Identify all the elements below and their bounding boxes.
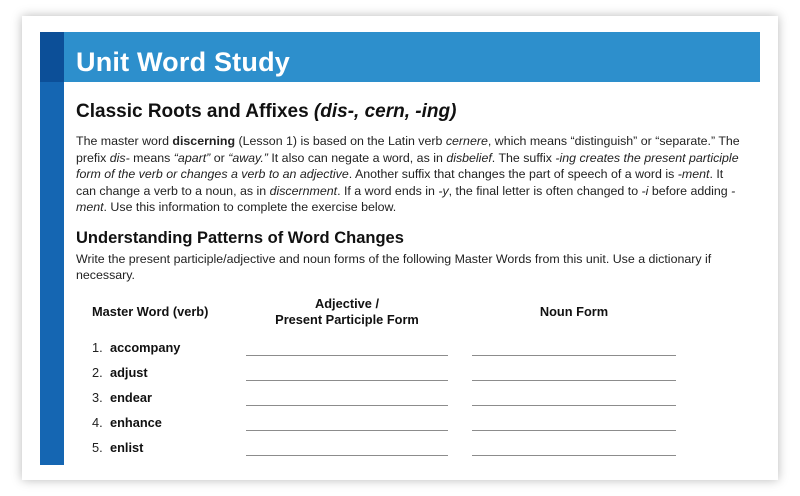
word-row — [92, 439, 692, 459]
paragraph-segment: discerning — [172, 134, 236, 148]
section-paragraph — [76, 133, 740, 216]
master-word: enlist — [110, 440, 144, 455]
word-row — [92, 364, 692, 384]
paragraph-segment: -ing creates the present participle form of the verb or changes a verb to an adjective — [76, 150, 739, 182]
adjective-answer-line[interactable] — [246, 405, 448, 406]
word-row — [92, 414, 692, 434]
row-number: 1. — [92, 340, 103, 355]
paragraph-segment: , the final letter is often changed to — [448, 183, 642, 198]
noun-answer-line[interactable] — [472, 355, 676, 356]
row-number: 2. — [92, 365, 103, 380]
paragraph-segment: . Use this information to complete the exercise below. — [103, 200, 397, 215]
paragraph-segment: . It can change a verb to a noun, as in — [76, 167, 724, 198]
paragraph-segment: . If a word ends in — [337, 183, 439, 198]
noun-answer-line[interactable] — [472, 455, 676, 456]
exercise-title: Understanding Patterns of Word Changes — [76, 228, 404, 247]
column-header-master-word: Master Word (verb) — [92, 304, 209, 319]
noun-answer-line[interactable] — [472, 380, 676, 381]
row-number: 3. — [92, 390, 103, 405]
side-stripe-cap — [40, 32, 64, 82]
paragraph-segment: (Lesson 1) is based on the Latin verb — [235, 134, 446, 148]
section-title-affixes: (dis-, cern, -ing) — [313, 101, 457, 122]
master-word: adjust — [110, 365, 148, 380]
master-word: enhance — [110, 415, 162, 430]
paragraph-segment: -i — [641, 183, 649, 198]
banner-title: Unit Word Study — [76, 47, 290, 77]
paragraph-segment: -y — [438, 183, 449, 198]
paragraph-segment: It also can negate a word, as in — [267, 150, 447, 165]
section-title-main: Classic Roots and Affixes — [76, 101, 314, 122]
paragraph-segment: . Another suffix that changes the part of speech of a word is — [348, 167, 678, 182]
paragraph-segment: -ment — [76, 183, 736, 215]
adjective-answer-line[interactable] — [246, 455, 448, 456]
paragraph-segment: dis- — [109, 150, 130, 165]
master-word: accompany — [110, 340, 181, 355]
paragraph-segment: means — [129, 150, 174, 165]
paragraph-segment: before adding — [648, 183, 732, 198]
column-header-adjective-line1: Adjective / — [314, 296, 379, 311]
word-row — [92, 389, 692, 409]
paragraph-segment: disbelief — [446, 150, 492, 165]
side-stripe — [40, 32, 64, 465]
word-row — [92, 339, 692, 359]
paragraph-segment: cernere — [445, 134, 488, 148]
paragraph-segment: The master word — [76, 134, 173, 148]
noun-answer-line[interactable] — [472, 405, 676, 406]
row-number: 4. — [92, 415, 103, 430]
adjective-answer-line[interactable] — [246, 380, 448, 381]
paragraph-segment: “apart” — [173, 150, 211, 165]
adjective-answer-line[interactable] — [246, 355, 448, 356]
master-word: endear — [110, 390, 152, 405]
exercise-instructions: Write the present participle/adjective and noun forms of the following Master Words from this unit. Use a dictionary if necessary. — [76, 251, 712, 283]
paragraph-segment: -ment — [677, 167, 710, 182]
paragraph-segment: or — [210, 150, 229, 165]
row-number: 5. — [92, 440, 103, 455]
column-header-adjective — [246, 296, 448, 328]
content — [76, 100, 740, 284]
paragraph-segment: , which means “distinguish” or “separate.” The prefix — [76, 134, 740, 165]
paragraph-segment: discernment — [269, 183, 338, 198]
column-header-adjective-line2: Present Participle Form — [275, 312, 419, 327]
paragraph-segment: . The suffix — [491, 150, 556, 165]
paragraph-segment: “away.” — [228, 150, 268, 165]
noun-answer-line[interactable] — [472, 430, 676, 431]
adjective-answer-line[interactable] — [246, 430, 448, 431]
section-title — [76, 100, 740, 124]
column-header-noun-form: Noun Form — [539, 304, 609, 319]
